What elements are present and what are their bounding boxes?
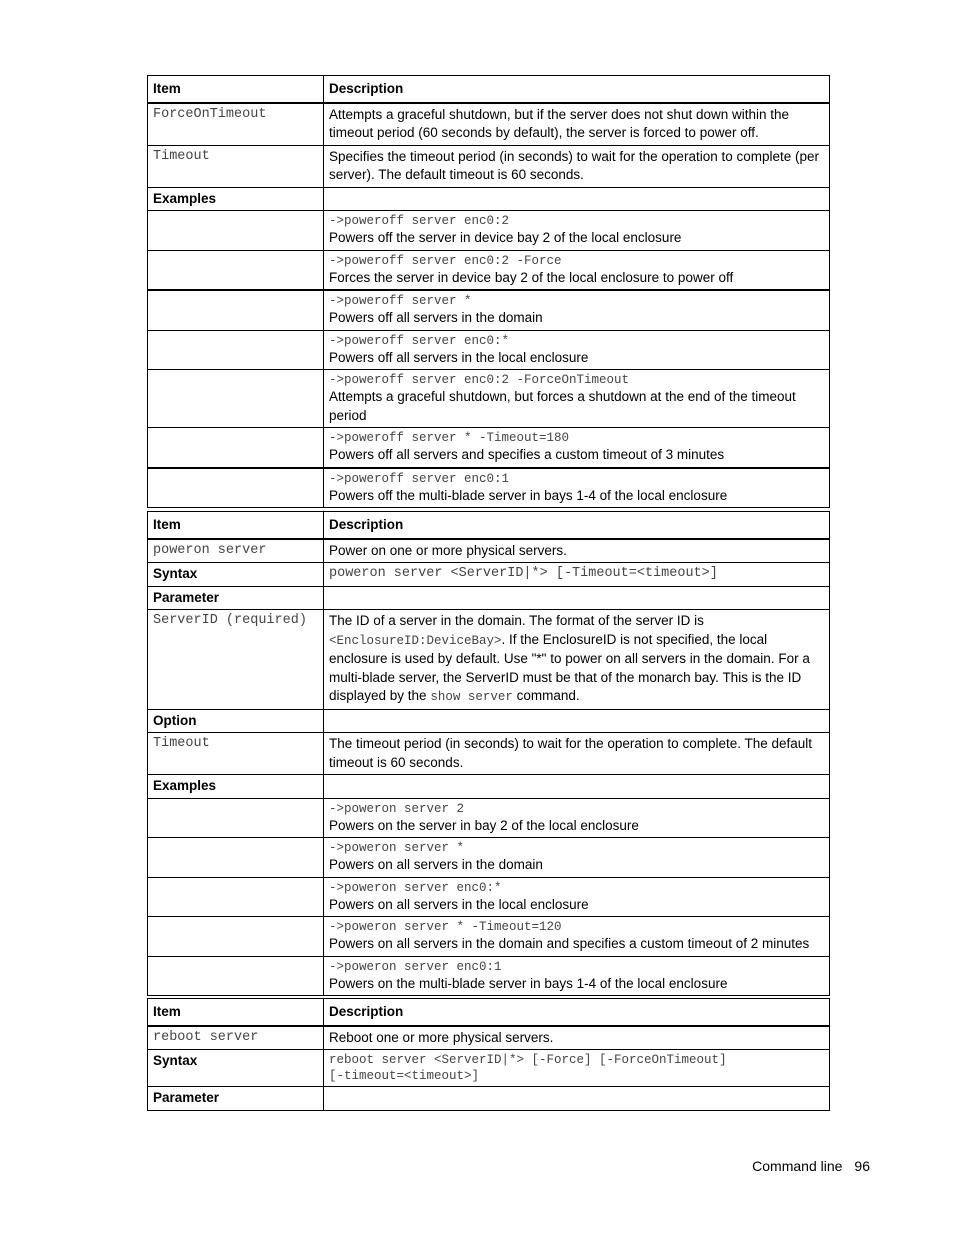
section-row-option — [148, 709, 830, 733]
syntax-label: Syntax — [148, 1050, 324, 1087]
example-code: ->poweroff server * -Timeout=180 — [329, 431, 570, 445]
example-text: Forces the server in device bay 2 of the local enclosure to power off — [329, 269, 734, 285]
example-row — [148, 877, 830, 917]
header-description: Description — [324, 999, 830, 1026]
parameter-name: ServerID (required) — [148, 610, 324, 710]
syntax-line: [-timeout=<timeout>] — [329, 1069, 480, 1083]
option-description: Attempts a graceful shutdown, but if the server does not shut down within the timeout period (60 seconds by default), the server is forced to power off. — [324, 103, 830, 146]
option-row — [148, 733, 830, 775]
example-row — [148, 330, 830, 370]
table-header-row — [148, 512, 830, 539]
option-force-on-timeout: ForceOnTimeout — [148, 103, 324, 146]
command-row — [148, 1026, 830, 1050]
syntax-label: Syntax — [148, 563, 324, 587]
section-row-examples — [148, 187, 830, 211]
example-row — [148, 428, 830, 468]
example-text: Attempts a graceful shutdown, but forces a shutdown at the end of the timeout period — [329, 389, 796, 423]
example-code: ->poweroff server * — [329, 294, 472, 308]
section-row-parameter — [148, 1087, 830, 1111]
example-code: ->poweron server * — [329, 841, 465, 855]
section-row-parameter — [148, 586, 830, 610]
poweroff-options-table — [147, 75, 830, 508]
example-code: ->poweroff server enc0:2 -Force — [329, 253, 562, 268]
example-code: ->poweroff server enc0:2 — [329, 214, 510, 228]
command-description: Power on one or more physical servers. — [324, 539, 830, 563]
command-description: Reboot one or more physical servers. — [324, 1026, 830, 1050]
table-header-row — [148, 76, 830, 103]
parameter-label: Parameter — [148, 586, 324, 610]
header-description: Description — [324, 76, 830, 103]
section-row-examples — [148, 775, 830, 799]
example-row — [148, 211, 830, 251]
example-code: ->poweron server * -Timeout=120 — [329, 920, 562, 934]
command-name: reboot server — [148, 1026, 324, 1050]
example-text: Powers on all servers in the domain and specifies a custom timeout of 2 minutes — [329, 936, 810, 951]
example-code: ->poweron server 2 — [329, 801, 465, 816]
page-footer — [740, 1158, 870, 1174]
option-label: Option — [148, 709, 324, 733]
page-number: 96 — [854, 1158, 870, 1174]
examples-label: Examples — [148, 775, 324, 799]
example-code: ->poweroff server enc0:1 — [329, 471, 510, 486]
example-row — [148, 798, 830, 838]
header-item: Item — [148, 999, 324, 1026]
option-description: Specifies the timeout period (in seconds) to wait for the operation to complete (per server). The default timeout is 60 seconds. — [324, 145, 830, 187]
example-code: ->poweron server enc0:* — [329, 880, 502, 895]
command-row — [148, 539, 830, 563]
syntax-row — [148, 1050, 830, 1087]
table-row — [148, 103, 830, 146]
example-row — [148, 838, 830, 878]
table-row — [148, 145, 830, 187]
table-header-row — [148, 999, 830, 1026]
example-row — [148, 956, 830, 996]
example-row — [148, 917, 830, 957]
reboot-server-table — [147, 998, 830, 1111]
header-item: Item — [148, 512, 324, 539]
example-text: Powers off all servers in the domain — [329, 310, 543, 325]
option-description: The timeout period (in seconds) to wait for the operation to complete. The default timeout is 60 seconds. — [324, 733, 830, 775]
poweron-server-table — [147, 511, 830, 996]
option-timeout: Timeout — [148, 145, 324, 187]
example-row — [148, 468, 830, 508]
example-text: Powers off all servers and specifies a custom timeout of 3 minutes — [329, 447, 725, 462]
header-description: Description — [324, 512, 830, 539]
example-code: ->poweron server enc0:1 — [329, 959, 502, 974]
footer-section: Command line — [752, 1158, 843, 1174]
header-item: Item — [148, 76, 324, 103]
example-text: Powers off the server in device bay 2 of the local enclosure — [329, 230, 682, 245]
examples-label: Examples — [148, 187, 324, 211]
syntax-row — [148, 563, 830, 587]
example-text: Powers on the multi-blade server in bays 1-4 of the local enclosure — [329, 975, 728, 991]
example-code: ->poweroff server enc0:2 -ForceOnTimeout — [329, 373, 630, 387]
example-row — [148, 290, 830, 330]
syntax-line: reboot server <ServerID|*> [-Force] [-ForceOnTimeout] — [329, 1053, 727, 1067]
example-text: Powers on the server in bay 2 of the local enclosure — [329, 817, 639, 833]
example-row — [148, 370, 830, 428]
parameter-row — [148, 610, 830, 710]
syntax-text: poweron server <ServerID|*> [-Timeout=<timeout>] — [324, 563, 830, 587]
command-name: poweron server — [148, 539, 324, 563]
example-text: Powers off all servers in the local enclosure — [329, 349, 589, 365]
option-timeout: Timeout — [148, 733, 324, 775]
example-text: Powers off the multi-blade server in bays 1-4 of the local enclosure — [329, 487, 728, 503]
inline-code: <EnclosureID:DeviceBay> — [329, 633, 502, 648]
parameter-description: The ID of a server in the domain. The format of the server ID is <EnclosureID:DeviceBay>. If the EnclosureID is not specified, the local enclosure is used by default. Use "*" to power on all servers in the domain. For a multi-blade server, the ServerID must be that of the monarch bay. This is the ID displayed by the show server command. — [324, 610, 830, 710]
inline-code: show server — [430, 690, 513, 704]
example-code: ->poweroff server enc0:* — [329, 333, 510, 348]
example-text: Powers on all servers in the domain — [329, 857, 543, 872]
parameter-label: Parameter — [148, 1087, 324, 1111]
example-row — [148, 250, 830, 290]
example-text: Powers on all servers in the local enclosure — [329, 896, 589, 912]
